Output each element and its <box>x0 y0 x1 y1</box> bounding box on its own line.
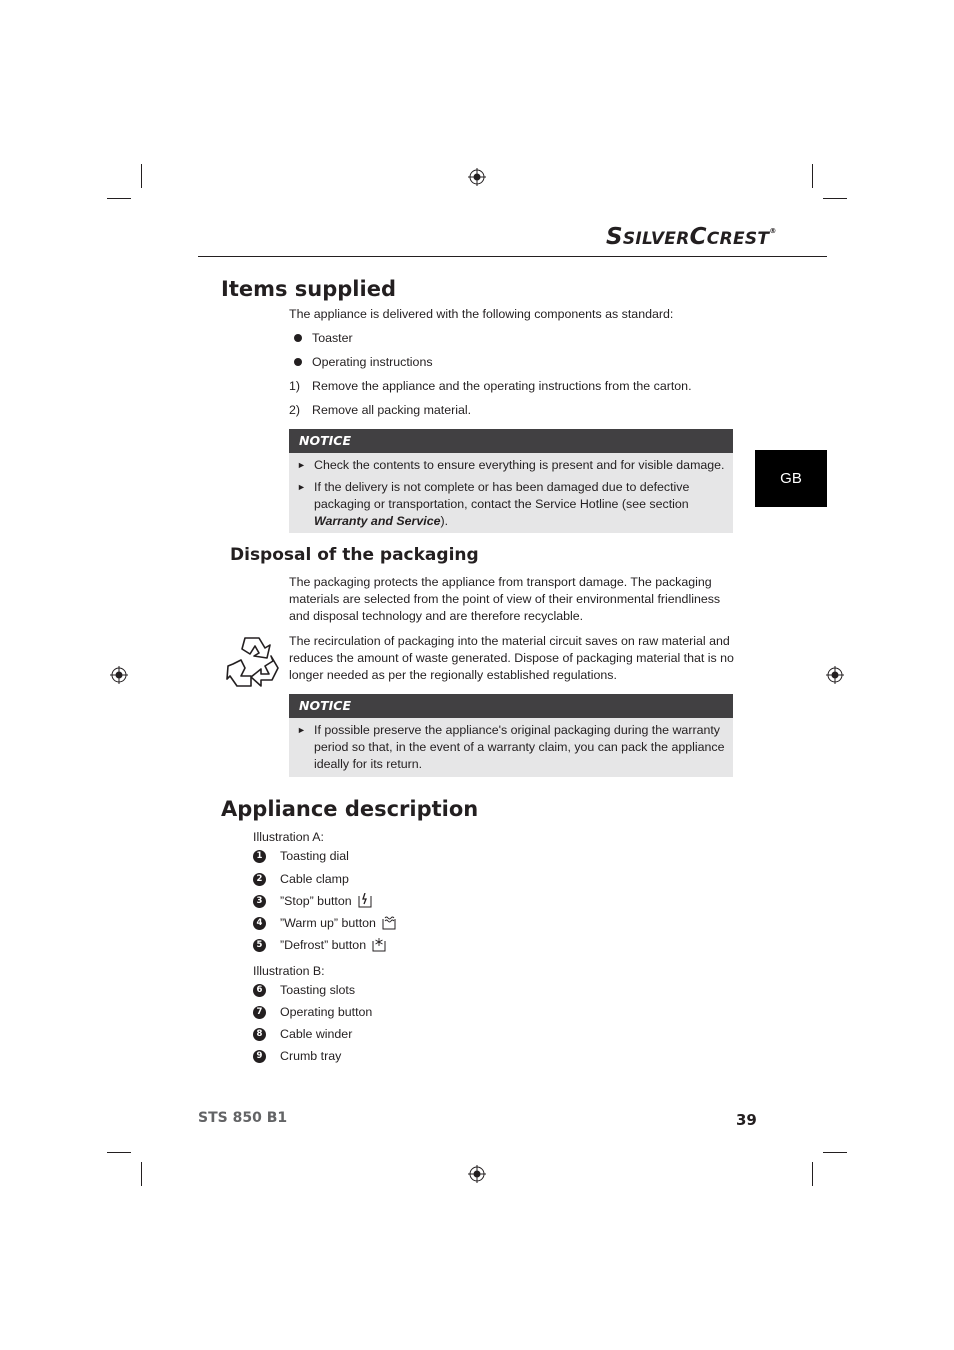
notice-title: NOTICE <box>289 429 733 453</box>
crop-mark <box>823 1152 847 1153</box>
item-number: 5 <box>253 939 266 952</box>
item-row <box>280 915 396 931</box>
item-number: 4 <box>253 917 266 930</box>
silvercrest-logo: SSILVERCCREST® <box>606 224 777 250</box>
stop-icon <box>358 893 372 908</box>
disposal-heading: Disposal of the packaging <box>230 545 479 565</box>
items-supplied-intro: The appliance is delivered with the following components as standard: <box>289 307 674 321</box>
arrow-icon: ► <box>297 460 306 470</box>
crop-mark <box>141 164 142 188</box>
notice-title: NOTICE <box>289 694 733 718</box>
component-item: Operating instructions <box>312 355 433 369</box>
crop-mark <box>107 1152 131 1153</box>
crop-mark <box>107 198 131 199</box>
step-number: 1) <box>289 379 301 393</box>
item-number: 7 <box>253 1006 266 1019</box>
crop-mark <box>823 198 847 199</box>
step-number: 2) <box>289 403 301 417</box>
crop-mark <box>141 1162 142 1186</box>
warm-up-icon <box>382 915 396 930</box>
item-label: Cable clamp <box>280 872 349 886</box>
item-number: 3 <box>253 895 266 908</box>
item-row <box>280 937 386 953</box>
notice-item: If possible preserve the appliance's original packaging during the warranty period so that, in the event of a warranty claim, you can pack the appliance ideally for its return. <box>314 723 725 771</box>
item-number: 2 <box>253 873 266 886</box>
items-supplied-heading: Items supplied <box>221 277 396 301</box>
recycling-icon <box>225 634 285 690</box>
notice-item: If the delivery is not complete or has been damaged due to defective packaging or transportation, contact the Service Hotline (see section Warranty and Service). <box>314 480 690 528</box>
item-label: Cable winder <box>280 1027 353 1041</box>
registration-mark-icon <box>826 666 844 684</box>
disposal-paragraph: The recirculation of packaging into the material circuit saves on raw material and reduces the amount of waste generated. Dispose of packaging material that is no longer needed as per the regionally established regulations. <box>289 634 734 683</box>
notice-box <box>289 694 733 777</box>
item-number: 1 <box>253 850 266 863</box>
illustration-b-label: Illustration B: <box>253 964 325 978</box>
appliance-description-heading: Appliance description <box>221 797 479 821</box>
language-tab: GB <box>755 450 827 507</box>
arrow-icon: ► <box>297 482 306 492</box>
item-number: 9 <box>253 1050 266 1063</box>
notice-box <box>289 429 733 533</box>
registration-mark-icon <box>110 666 128 684</box>
component-item: Toaster <box>312 331 353 345</box>
item-label: Toasting slots <box>280 983 356 997</box>
step-text: Remove all packing material. <box>312 403 472 417</box>
illustration-a-label: Illustration A: <box>253 830 324 844</box>
step-text: Remove the appliance and the operating instructions from the carton. <box>312 379 692 393</box>
item-number: 6 <box>253 984 266 997</box>
bullet-icon <box>294 358 302 366</box>
crop-mark <box>812 164 813 188</box>
item-label: Operating button <box>280 1005 373 1019</box>
notice-item: Check the contents to ensure everything is present and for visible damage. <box>314 458 725 472</box>
registration-mark-icon <box>468 168 486 186</box>
item-label: Toasting dial <box>280 849 349 863</box>
bullet-icon <box>294 334 302 342</box>
item-label: ”Stop” button <box>280 894 352 908</box>
item-number: 8 <box>253 1028 266 1041</box>
footer-model-number: STS 850 B1 <box>198 1110 288 1126</box>
item-label: Crumb tray <box>280 1049 342 1063</box>
page-number: 39 <box>736 1111 757 1129</box>
item-label: ”Defrost” button <box>280 938 367 952</box>
item-label: ”Warm up” button <box>280 916 376 930</box>
registration-mark-icon <box>468 1165 486 1183</box>
disposal-paragraph: The packaging protects the appliance from transport damage. The packaging materials are selected from the point of view of their environmental friendliness and disposal technology and are therefore recyclable. <box>289 575 721 624</box>
crop-mark <box>812 1162 813 1186</box>
item-row <box>280 893 372 909</box>
arrow-icon: ► <box>297 725 306 735</box>
defrost-icon <box>372 937 386 952</box>
header-rule <box>198 256 827 257</box>
